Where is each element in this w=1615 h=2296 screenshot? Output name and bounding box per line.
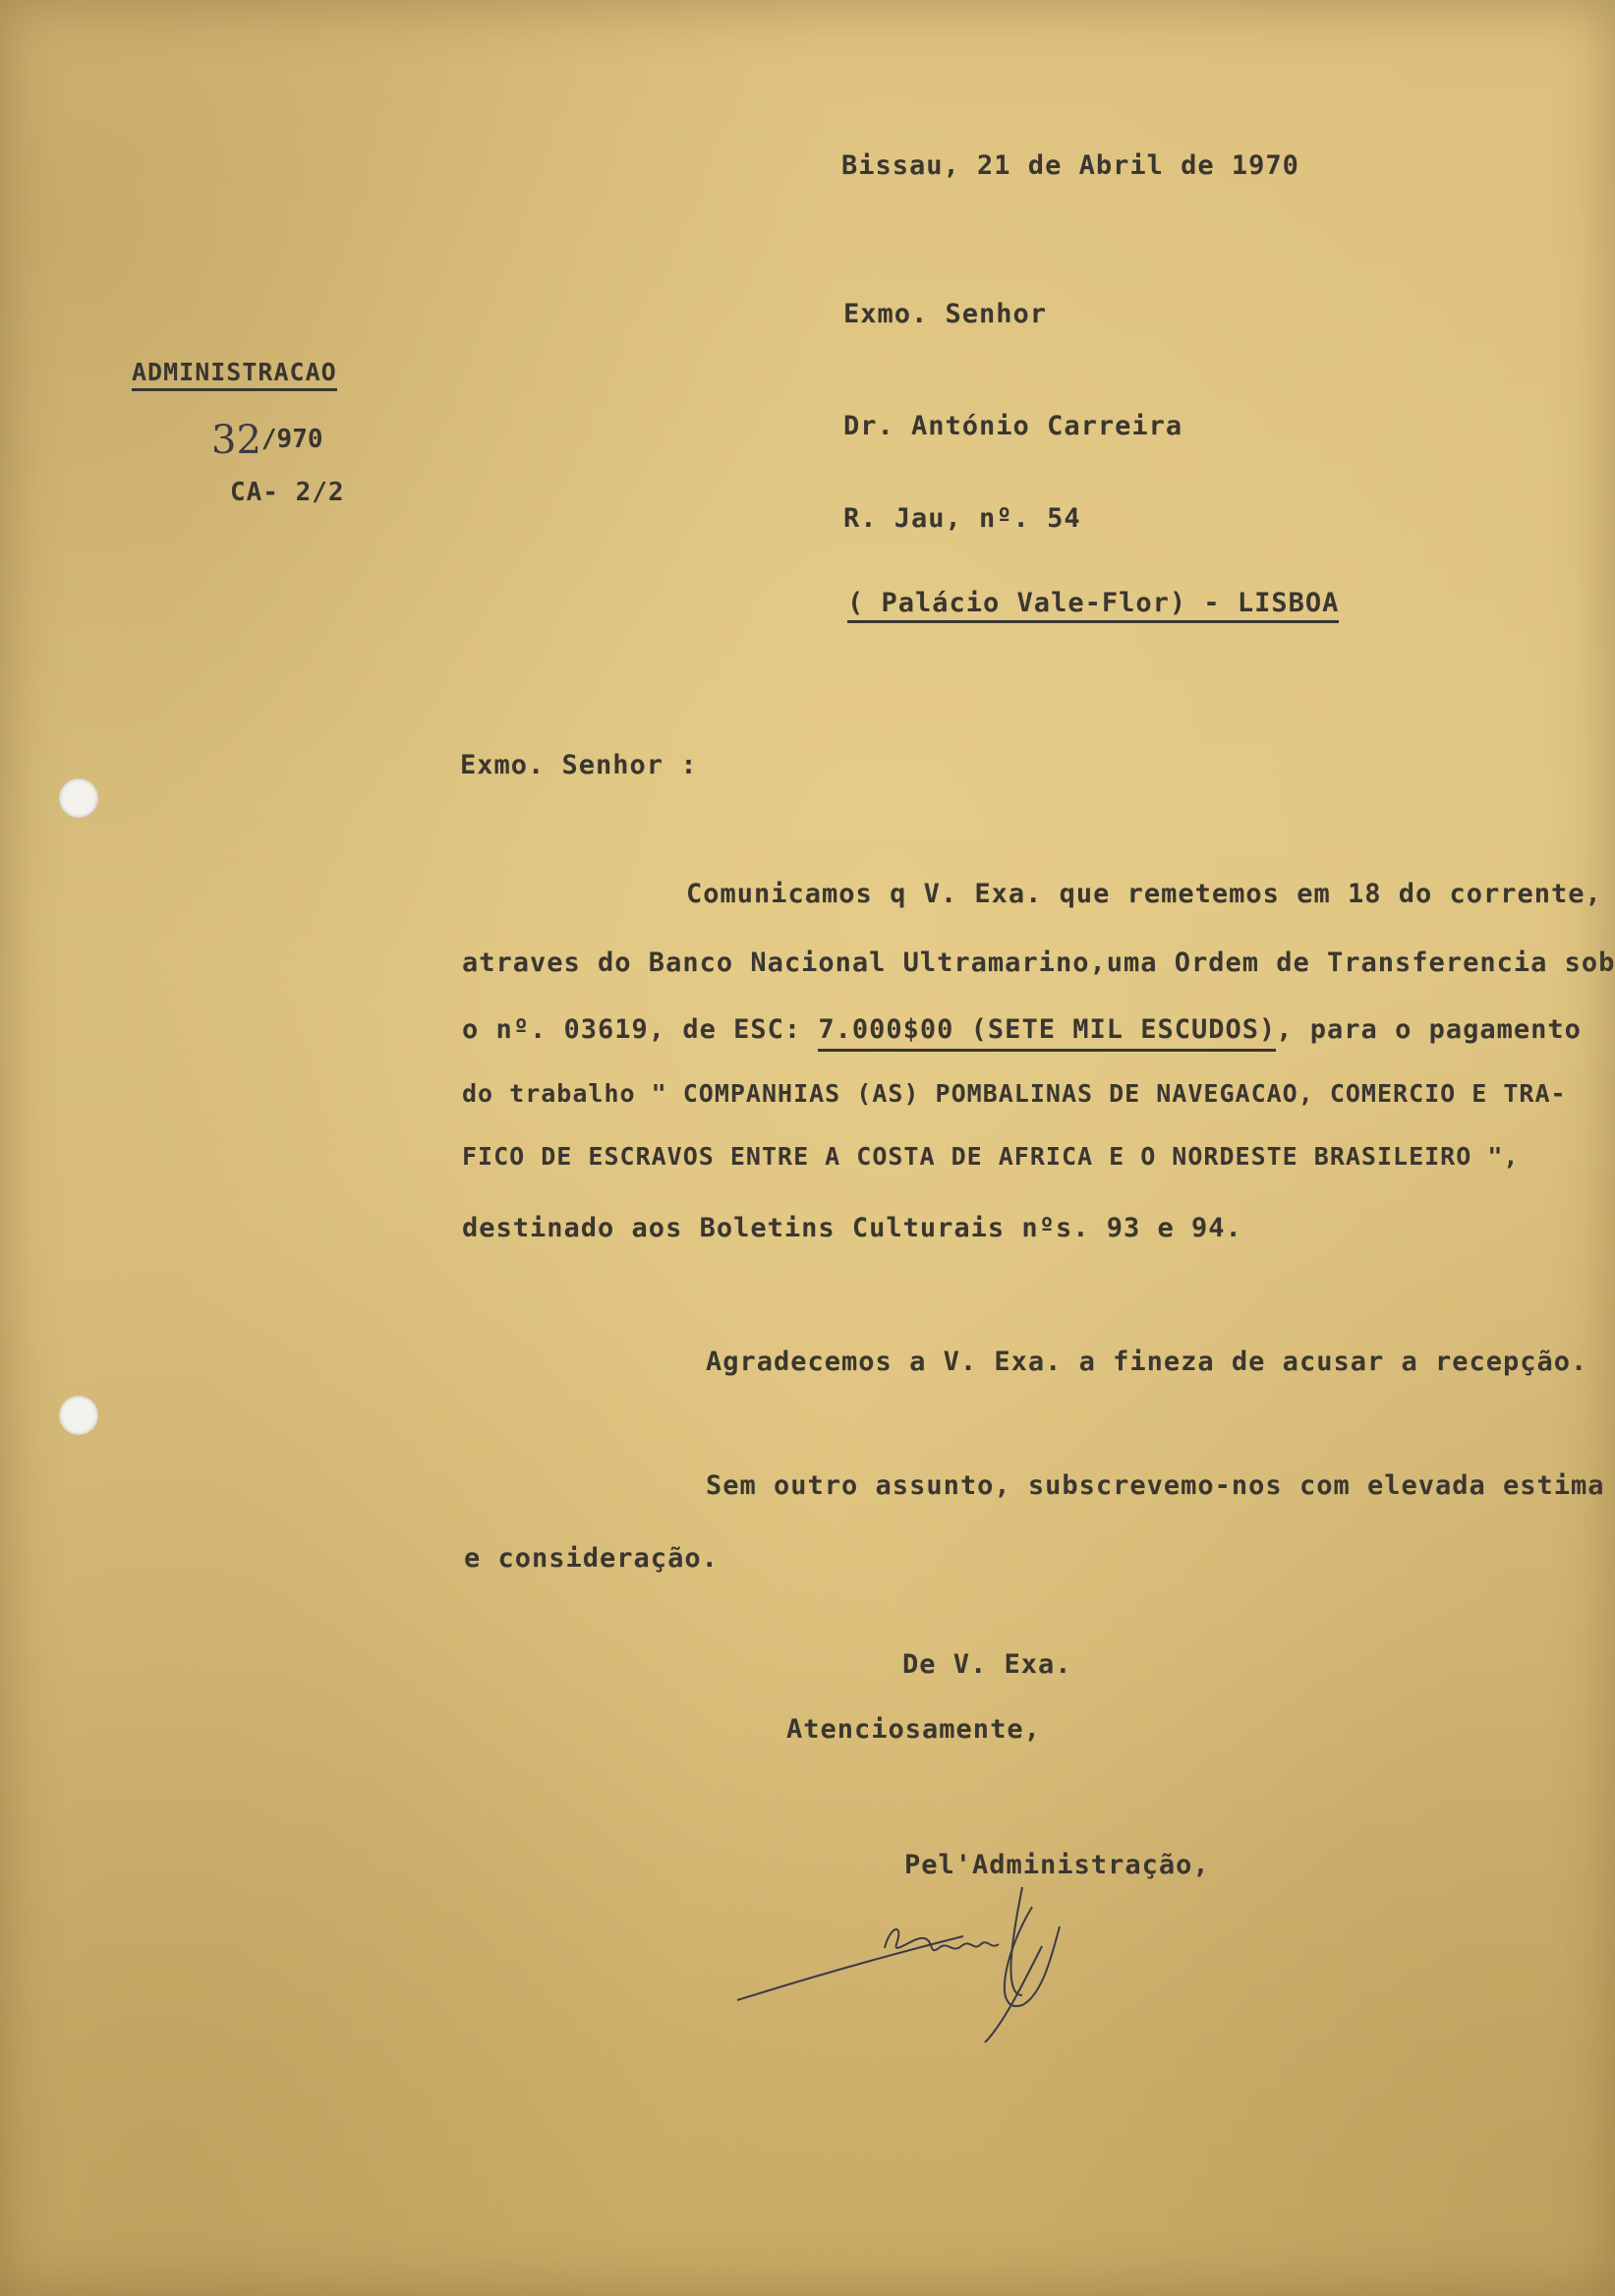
punch-hole-bottom xyxy=(59,1396,98,1435)
recipient-salutation: Exmo. Senhor xyxy=(843,299,1048,329)
transfer-amount: 7.000$00 (SETE MIL ESCUDOS) xyxy=(818,1014,1276,1052)
body-p2: Agradecemos a V. Exa. a fineza de acusar a recepção. xyxy=(706,1347,1588,1377)
body-p1-line3-post: , para o pagamento xyxy=(1276,1014,1582,1045)
office-heading: ADMINISTRACAO xyxy=(132,360,337,391)
date-line: Bissau, 21 de Abril de 1970 xyxy=(841,150,1299,181)
greeting: Exmo. Senhor : xyxy=(460,750,698,780)
closing-line3: Pel'Administração, xyxy=(904,1850,1210,1880)
reference-number xyxy=(211,418,323,463)
body-p1-line5: FICO DE ESCRAVOS ENTRE A COSTA DE AFRICA E O NORDESTE BRASILEIRO ", xyxy=(462,1142,1520,1171)
handwritten-ref-number: 32 xyxy=(211,418,261,463)
body-p1-line2: atraves do Banco Nacional Ultramarino,uma Ordem de Transferencia sob xyxy=(462,947,1615,978)
body-p1-line3 xyxy=(462,1016,1582,1043)
handwritten-signature xyxy=(727,1867,1140,2064)
body-p3-line1: Sem outro assunto, subscrevemo-nos com elevada estima xyxy=(706,1470,1605,1501)
body-p1-line1: Comunicamos q V. Exa. que remetemos em 18 do corrente, xyxy=(686,879,1602,909)
body-p1-line3-pre: o nº. 03619, de ESC: xyxy=(462,1014,819,1045)
closing-line2: Atenciosamente, xyxy=(786,1714,1041,1745)
recipient-name: Dr. António Carreira xyxy=(843,411,1183,441)
body-p1-line6: destinado aos Boletins Culturais nºs. 93 e 94. xyxy=(462,1213,1242,1243)
closing-line1: De V. Exa. xyxy=(902,1649,1072,1680)
recipient-street: R. Jau, nº. 54 xyxy=(843,503,1081,534)
body-p3-line2: e consideração. xyxy=(464,1543,719,1574)
ref-code: CA- 2/2 xyxy=(230,478,345,507)
body-p1-line4: do trabalho " COMPANHIAS (AS) POMBALINAS DE NAVEGACAO, COMERCIO E TRA- xyxy=(462,1079,1567,1108)
typed-ref-year: /970 xyxy=(260,425,323,454)
recipient-place: ( Palácio Vale-Flor) - LISBOA xyxy=(847,590,1339,623)
punch-hole-top xyxy=(59,778,98,818)
